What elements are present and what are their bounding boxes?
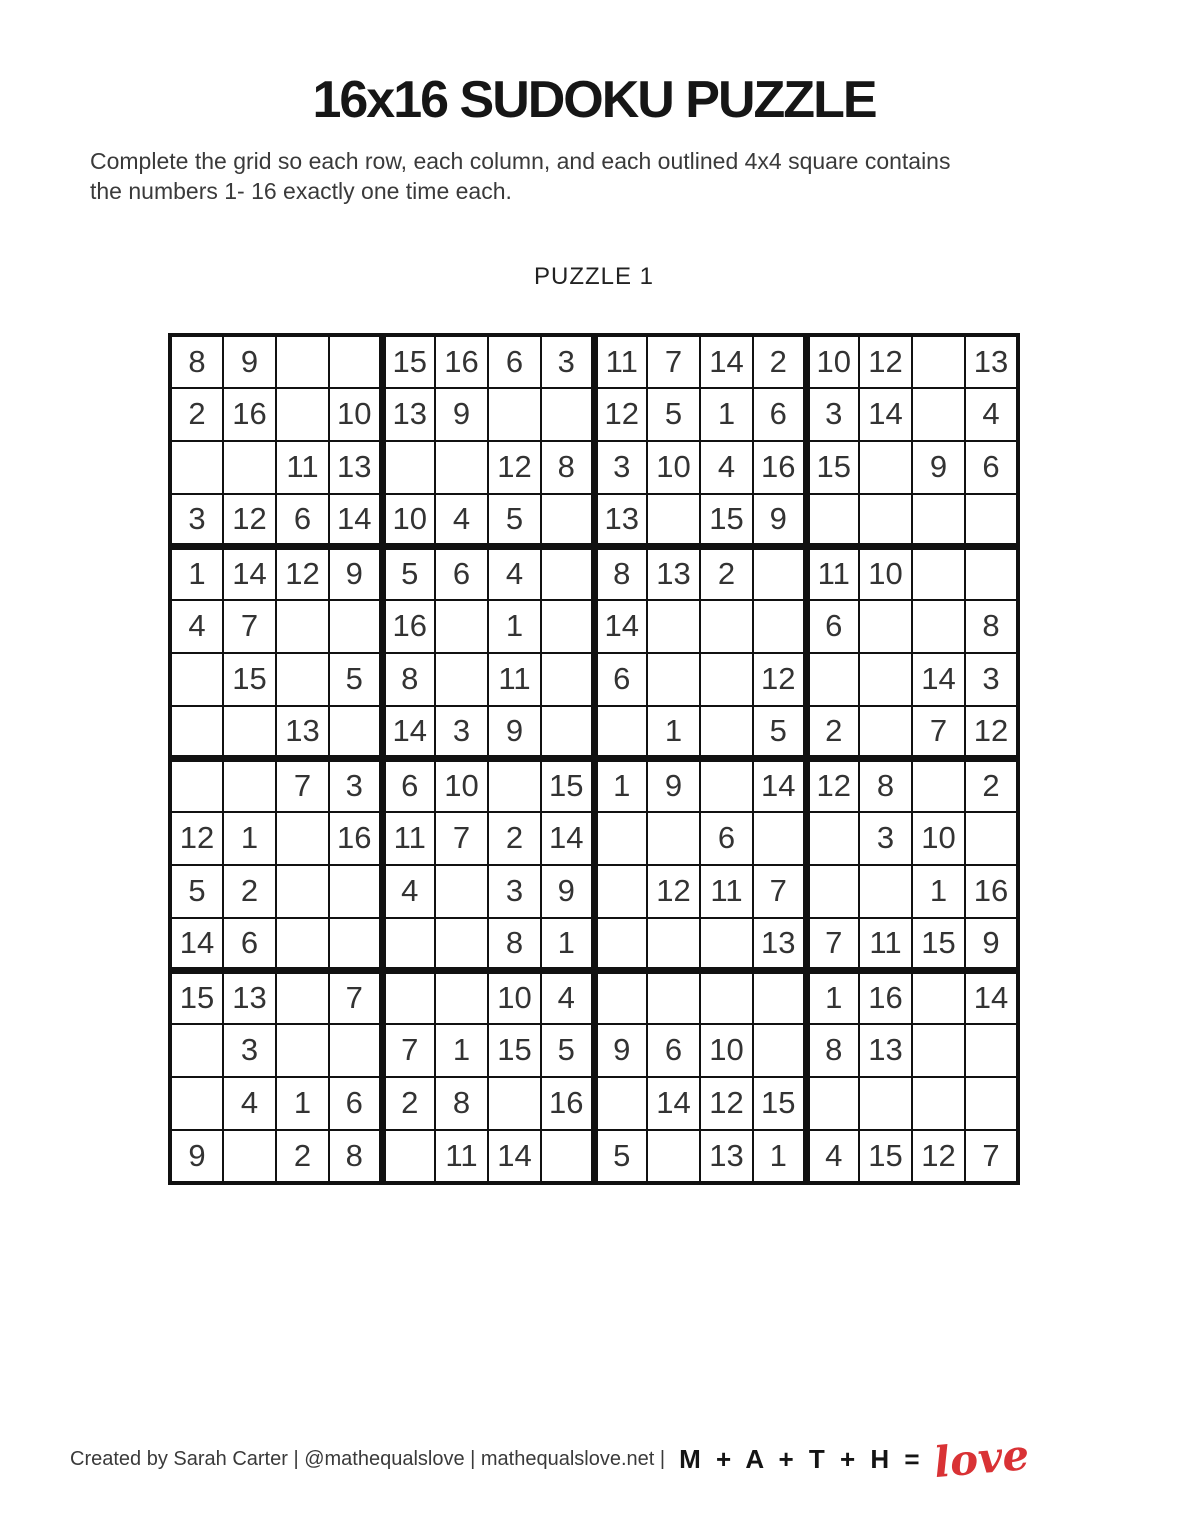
grid-cell-empty xyxy=(170,759,223,812)
grid-cell-clue: 13 xyxy=(382,388,435,441)
grid-cell-empty xyxy=(488,388,541,441)
instructions-line-2: the numbers 1- 16 exactly one time each. xyxy=(90,178,512,205)
grid-cell-empty xyxy=(647,812,700,865)
grid-cell-empty xyxy=(647,918,700,971)
grid-cell-clue: 4 xyxy=(541,971,594,1024)
grid-cell-clue: 9 xyxy=(594,1024,647,1077)
grid-cell-clue: 3 xyxy=(594,441,647,494)
grid-cell-clue: 3 xyxy=(806,388,859,441)
grid-cell-clue: 11 xyxy=(806,547,859,600)
grid-cell-clue: 6 xyxy=(700,812,753,865)
sudoku-grid xyxy=(168,333,1020,1185)
grid-cell-empty xyxy=(700,600,753,653)
grid-cell-empty xyxy=(382,918,435,971)
grid-cell-clue: 6 xyxy=(806,600,859,653)
grid-cell-clue: 15 xyxy=(859,1130,912,1183)
grid-cell-clue: 8 xyxy=(859,759,912,812)
grid-cell-empty xyxy=(700,653,753,706)
grid-cell-empty xyxy=(647,653,700,706)
grid-cell-clue: 11 xyxy=(594,335,647,388)
grid-cell-empty xyxy=(541,653,594,706)
grid-cell-clue: 8 xyxy=(806,1024,859,1077)
grid-cell-empty xyxy=(859,600,912,653)
grid-cell-empty xyxy=(435,918,488,971)
grid-row xyxy=(170,600,1018,653)
grid-cell-clue: 1 xyxy=(435,1024,488,1077)
grid-cell-clue: 6 xyxy=(753,388,806,441)
grid-cell-clue: 2 xyxy=(700,547,753,600)
grid-cell-empty xyxy=(435,441,488,494)
grid-cell-empty xyxy=(329,918,382,971)
grid-cell-clue: 14 xyxy=(859,388,912,441)
grid-cell-clue: 1 xyxy=(223,812,276,865)
grid-cell-empty xyxy=(276,971,329,1024)
grid-cell-empty xyxy=(753,547,806,600)
grid-cell-clue: 12 xyxy=(488,441,541,494)
grid-cell-clue: 4 xyxy=(223,1077,276,1130)
grid-cell-clue: 8 xyxy=(170,335,223,388)
grid-cell-clue: 6 xyxy=(488,335,541,388)
grid-cell-empty xyxy=(859,865,912,918)
grid-cell-clue: 5 xyxy=(647,388,700,441)
grid-cell-clue: 1 xyxy=(276,1077,329,1130)
grid-row xyxy=(170,441,1018,494)
grid-cell-clue: 16 xyxy=(382,600,435,653)
grid-cell-empty xyxy=(276,653,329,706)
grid-cell-clue: 15 xyxy=(753,1077,806,1130)
grid-cell-clue: 14 xyxy=(912,653,965,706)
grid-cell-empty xyxy=(594,918,647,971)
grid-cell-clue: 7 xyxy=(329,971,382,1024)
grid-cell-clue: 4 xyxy=(700,441,753,494)
footer-credit: Created by Sarah Carter | @mathequalslove | mathequalslove.net | xyxy=(70,1447,666,1470)
grid-cell-empty xyxy=(594,812,647,865)
grid-cell-clue: 14 xyxy=(170,918,223,971)
grid-cell-empty xyxy=(965,547,1018,600)
grid-cell-clue: 7 xyxy=(382,1024,435,1077)
grid-cell-clue: 9 xyxy=(647,759,700,812)
grid-cell-clue: 5 xyxy=(541,1024,594,1077)
grid-cell-clue: 8 xyxy=(382,653,435,706)
grid-cell-clue: 15 xyxy=(382,335,435,388)
grid-cell-empty xyxy=(276,600,329,653)
grid-cell-clue: 2 xyxy=(806,706,859,759)
grid-cell-clue: 14 xyxy=(541,812,594,865)
grid-cell-clue: 16 xyxy=(435,335,488,388)
page-title: 16x16 SUDOKU PUZZLE xyxy=(312,71,876,129)
grid-cell-empty xyxy=(753,971,806,1024)
grid-cell-empty xyxy=(753,1024,806,1077)
grid-cell-empty xyxy=(700,918,753,971)
grid-cell-clue: 9 xyxy=(329,547,382,600)
grid-row xyxy=(170,759,1018,812)
grid-cell-clue: 8 xyxy=(541,441,594,494)
grid-cell-empty xyxy=(912,547,965,600)
grid-cell-clue: 11 xyxy=(488,653,541,706)
grid-cell-clue: 9 xyxy=(223,335,276,388)
grid-cell-empty xyxy=(912,335,965,388)
grid-cell-clue: 8 xyxy=(435,1077,488,1130)
grid-cell-clue: 13 xyxy=(329,441,382,494)
grid-cell-clue: 12 xyxy=(700,1077,753,1130)
grid-cell-clue: 1 xyxy=(753,1130,806,1183)
grid-cell-empty xyxy=(488,1077,541,1130)
grid-cell-empty xyxy=(329,706,382,759)
grid-cell-clue: 7 xyxy=(647,335,700,388)
grid-cell-clue: 5 xyxy=(382,547,435,600)
grid-cell-empty xyxy=(276,865,329,918)
grid-cell-empty xyxy=(859,653,912,706)
grid-cell-clue: 8 xyxy=(965,600,1018,653)
grid-cell-empty xyxy=(223,759,276,812)
grid-cell-clue: 5 xyxy=(753,706,806,759)
grid-cell-clue: 16 xyxy=(965,865,1018,918)
grid-cell-empty xyxy=(859,1077,912,1130)
grid-cell-clue: 4 xyxy=(170,600,223,653)
grid-cell-clue: 15 xyxy=(806,441,859,494)
grid-cell-clue: 15 xyxy=(170,971,223,1024)
grid-cell-clue: 1 xyxy=(912,865,965,918)
grid-cell-empty xyxy=(912,494,965,547)
grid-cell-clue: 8 xyxy=(329,1130,382,1183)
grid-cell-clue: 1 xyxy=(594,759,647,812)
grid-cell-clue: 9 xyxy=(488,706,541,759)
grid-row xyxy=(170,335,1018,388)
grid-cell-empty xyxy=(753,812,806,865)
grid-cell-clue: 12 xyxy=(965,706,1018,759)
grid-cell-empty xyxy=(276,812,329,865)
grid-cell-clue: 10 xyxy=(488,971,541,1024)
grid-cell-clue: 14 xyxy=(965,971,1018,1024)
grid-cell-empty xyxy=(541,600,594,653)
grid-cell-clue: 3 xyxy=(223,1024,276,1077)
grid-cell-clue: 9 xyxy=(170,1130,223,1183)
grid-cell-clue: 15 xyxy=(700,494,753,547)
math-logo: M + A + T + H = xyxy=(679,1443,924,1474)
grid-cell-empty xyxy=(276,388,329,441)
grid-cell-empty xyxy=(170,653,223,706)
grid-cell-clue: 16 xyxy=(329,812,382,865)
grid-cell-empty xyxy=(170,706,223,759)
grid-cell-clue: 3 xyxy=(488,865,541,918)
grid-cell-empty xyxy=(753,600,806,653)
grid-cell-clue: 11 xyxy=(859,918,912,971)
grid-cell-empty xyxy=(647,494,700,547)
grid-row xyxy=(170,1024,1018,1077)
grid-row xyxy=(170,1077,1018,1130)
grid-cell-empty xyxy=(435,600,488,653)
grid-cell-empty xyxy=(223,706,276,759)
grid-cell-clue: 4 xyxy=(435,494,488,547)
grid-cell-clue: 14 xyxy=(223,547,276,600)
love-script-logo: love xyxy=(931,1429,1031,1488)
grid-cell-clue: 12 xyxy=(170,812,223,865)
grid-cell-clue: 15 xyxy=(488,1024,541,1077)
grid-cell-clue: 6 xyxy=(276,494,329,547)
grid-cell-empty xyxy=(594,1077,647,1130)
grid-cell-clue: 7 xyxy=(965,1130,1018,1183)
grid-cell-empty xyxy=(541,706,594,759)
grid-cell-clue: 1 xyxy=(647,706,700,759)
grid-cell-clue: 12 xyxy=(276,547,329,600)
grid-cell-empty xyxy=(700,971,753,1024)
grid-cell-empty xyxy=(329,335,382,388)
grid-cell-empty xyxy=(806,812,859,865)
grid-cell-clue: 11 xyxy=(276,441,329,494)
grid-cell-empty xyxy=(541,1130,594,1183)
grid-cell-clue: 12 xyxy=(859,335,912,388)
grid-cell-clue: 14 xyxy=(382,706,435,759)
grid-cell-clue: 7 xyxy=(276,759,329,812)
grid-cell-clue: 15 xyxy=(912,918,965,971)
grid-cell-clue: 10 xyxy=(329,388,382,441)
grid-cell-empty xyxy=(594,971,647,1024)
grid-row xyxy=(170,494,1018,547)
grid-cell-clue: 5 xyxy=(594,1130,647,1183)
grid-cell-empty xyxy=(223,1130,276,1183)
grid-cell-empty xyxy=(594,706,647,759)
grid-cell-clue: 1 xyxy=(488,600,541,653)
grid-cell-empty xyxy=(912,759,965,812)
grid-cell-clue: 6 xyxy=(329,1077,382,1130)
grid-cell-empty xyxy=(806,494,859,547)
grid-cell-empty xyxy=(382,1130,435,1183)
grid-cell-clue: 13 xyxy=(859,1024,912,1077)
grid-cell-empty xyxy=(170,441,223,494)
grid-cell-empty xyxy=(912,1077,965,1130)
grid-cell-clue: 13 xyxy=(276,706,329,759)
grid-cell-clue: 7 xyxy=(806,918,859,971)
grid-cell-empty xyxy=(276,1024,329,1077)
grid-cell-empty xyxy=(382,971,435,1024)
grid-cell-empty xyxy=(382,441,435,494)
grid-row xyxy=(170,918,1018,971)
grid-cell-clue: 11 xyxy=(435,1130,488,1183)
grid-row xyxy=(170,812,1018,865)
grid-cell-clue: 15 xyxy=(223,653,276,706)
grid-cell-empty xyxy=(541,547,594,600)
grid-cell-clue: 4 xyxy=(382,865,435,918)
grid-cell-clue: 10 xyxy=(382,494,435,547)
grid-cell-clue: 3 xyxy=(859,812,912,865)
grid-cell-empty xyxy=(912,1024,965,1077)
grid-cell-clue: 12 xyxy=(594,388,647,441)
grid-cell-empty xyxy=(806,1077,859,1130)
grid-cell-clue: 9 xyxy=(541,865,594,918)
grid-cell-clue: 2 xyxy=(223,865,276,918)
grid-cell-empty xyxy=(435,971,488,1024)
grid-cell-clue: 2 xyxy=(382,1077,435,1130)
grid-cell-clue: 6 xyxy=(435,547,488,600)
grid-cell-clue: 5 xyxy=(170,865,223,918)
grid-cell-empty xyxy=(170,1024,223,1077)
grid-cell-empty xyxy=(647,971,700,1024)
grid-cell-clue: 13 xyxy=(965,335,1018,388)
grid-cell-clue: 2 xyxy=(276,1130,329,1183)
grid-cell-clue: 6 xyxy=(223,918,276,971)
grid-cell-clue: 16 xyxy=(753,441,806,494)
grid-cell-empty xyxy=(594,865,647,918)
grid-cell-clue: 14 xyxy=(753,759,806,812)
grid-cell-clue: 13 xyxy=(594,494,647,547)
grid-cell-clue: 12 xyxy=(806,759,859,812)
grid-cell-empty xyxy=(700,759,753,812)
grid-cell-empty xyxy=(806,653,859,706)
grid-row xyxy=(170,547,1018,600)
grid-cell-clue: 3 xyxy=(965,653,1018,706)
grid-row xyxy=(170,1130,1018,1183)
grid-cell-empty xyxy=(859,706,912,759)
grid-cell-empty xyxy=(912,600,965,653)
grid-cell-clue: 7 xyxy=(435,812,488,865)
grid-cell-clue: 1 xyxy=(806,971,859,1024)
grid-row xyxy=(170,865,1018,918)
grid-row xyxy=(170,653,1018,706)
grid-cell-clue: 1 xyxy=(700,388,753,441)
grid-cell-clue: 6 xyxy=(594,653,647,706)
grid-cell-clue: 12 xyxy=(223,494,276,547)
grid-cell-clue: 4 xyxy=(806,1130,859,1183)
grid-cell-empty xyxy=(541,388,594,441)
grid-cell-empty xyxy=(329,1024,382,1077)
grid-cell-clue: 9 xyxy=(965,918,1018,971)
footer xyxy=(70,1429,1031,1488)
instructions xyxy=(90,146,1088,207)
grid-cell-clue: 5 xyxy=(329,653,382,706)
grid-cell-clue: 2 xyxy=(488,812,541,865)
grid-cell-clue: 8 xyxy=(488,918,541,971)
grid-cell-clue: 3 xyxy=(170,494,223,547)
grid-cell-empty xyxy=(965,1024,1018,1077)
grid-cell-clue: 15 xyxy=(541,759,594,812)
grid-cell-clue: 14 xyxy=(647,1077,700,1130)
grid-cell-clue: 7 xyxy=(912,706,965,759)
grid-cell-clue: 12 xyxy=(753,653,806,706)
grid-cell-clue: 11 xyxy=(700,865,753,918)
grid-cell-clue: 8 xyxy=(594,547,647,600)
grid-cell-clue: 11 xyxy=(382,812,435,865)
grid-cell-empty xyxy=(435,865,488,918)
grid-cell-empty xyxy=(488,759,541,812)
grid-cell-clue: 10 xyxy=(806,335,859,388)
grid-cell-clue: 7 xyxy=(223,600,276,653)
grid-cell-clue: 13 xyxy=(753,918,806,971)
grid-cell-clue: 4 xyxy=(965,388,1018,441)
grid-cell-empty xyxy=(435,653,488,706)
grid-cell-clue: 9 xyxy=(912,441,965,494)
puzzle-label: PUZZLE 1 xyxy=(533,262,655,290)
grid-cell-empty xyxy=(859,441,912,494)
grid-cell-clue: 5 xyxy=(488,494,541,547)
grid-cell-clue: 10 xyxy=(859,547,912,600)
grid-cell-clue: 6 xyxy=(965,441,1018,494)
grid-cell-empty xyxy=(647,1130,700,1183)
grid-cell-clue: 14 xyxy=(594,600,647,653)
grid-cell-clue: 7 xyxy=(753,865,806,918)
grid-cell-clue: 9 xyxy=(753,494,806,547)
grid-row xyxy=(170,388,1018,441)
grid-cell-empty xyxy=(647,600,700,653)
grid-cell-empty xyxy=(912,388,965,441)
grid-cell-clue: 16 xyxy=(223,388,276,441)
grid-cell-clue: 10 xyxy=(700,1024,753,1077)
grid-cell-clue: 6 xyxy=(647,1024,700,1077)
grid-cell-clue: 2 xyxy=(965,759,1018,812)
grid-cell-empty xyxy=(329,865,382,918)
grid-cell-clue: 12 xyxy=(647,865,700,918)
grid-cell-empty xyxy=(912,971,965,1024)
grid-cell-clue: 1 xyxy=(170,547,223,600)
grid-cell-clue: 9 xyxy=(435,388,488,441)
grid-cell-clue: 10 xyxy=(647,441,700,494)
grid-cell-clue: 16 xyxy=(541,1077,594,1130)
grid-cell-clue: 4 xyxy=(488,547,541,600)
grid-cell-empty xyxy=(965,812,1018,865)
grid-cell-empty xyxy=(965,494,1018,547)
sudoku-grid-body xyxy=(170,335,1018,1183)
grid-cell-empty xyxy=(170,1077,223,1130)
grid-cell-empty xyxy=(965,1077,1018,1130)
grid-cell-empty xyxy=(806,865,859,918)
grid-cell-clue: 14 xyxy=(329,494,382,547)
grid-cell-empty xyxy=(541,494,594,547)
grid-cell-clue: 1 xyxy=(541,918,594,971)
grid-cell-clue: 3 xyxy=(329,759,382,812)
grid-cell-clue: 16 xyxy=(859,971,912,1024)
grid-cell-empty xyxy=(276,918,329,971)
grid-cell-empty xyxy=(329,600,382,653)
grid-cell-empty xyxy=(700,706,753,759)
grid-cell-clue: 13 xyxy=(223,971,276,1024)
grid-row xyxy=(170,971,1018,1024)
grid-row xyxy=(170,706,1018,759)
grid-cell-clue: 10 xyxy=(912,812,965,865)
grid-cell-clue: 3 xyxy=(541,335,594,388)
grid-cell-clue: 2 xyxy=(753,335,806,388)
grid-cell-clue: 10 xyxy=(435,759,488,812)
grid-cell-clue: 14 xyxy=(488,1130,541,1183)
grid-cell-clue: 13 xyxy=(647,547,700,600)
grid-cell-clue: 13 xyxy=(700,1130,753,1183)
grid-cell-empty xyxy=(859,494,912,547)
grid-cell-empty xyxy=(223,441,276,494)
grid-cell-clue: 6 xyxy=(382,759,435,812)
instructions-line-1: Complete the grid so each row, each column, and each outlined 4x4 square contains xyxy=(90,148,951,174)
grid-cell-clue: 3 xyxy=(435,706,488,759)
grid-cell-clue: 14 xyxy=(700,335,753,388)
grid-cell-clue: 12 xyxy=(912,1130,965,1183)
grid-cell-clue: 2 xyxy=(170,388,223,441)
grid-cell-empty xyxy=(276,335,329,388)
